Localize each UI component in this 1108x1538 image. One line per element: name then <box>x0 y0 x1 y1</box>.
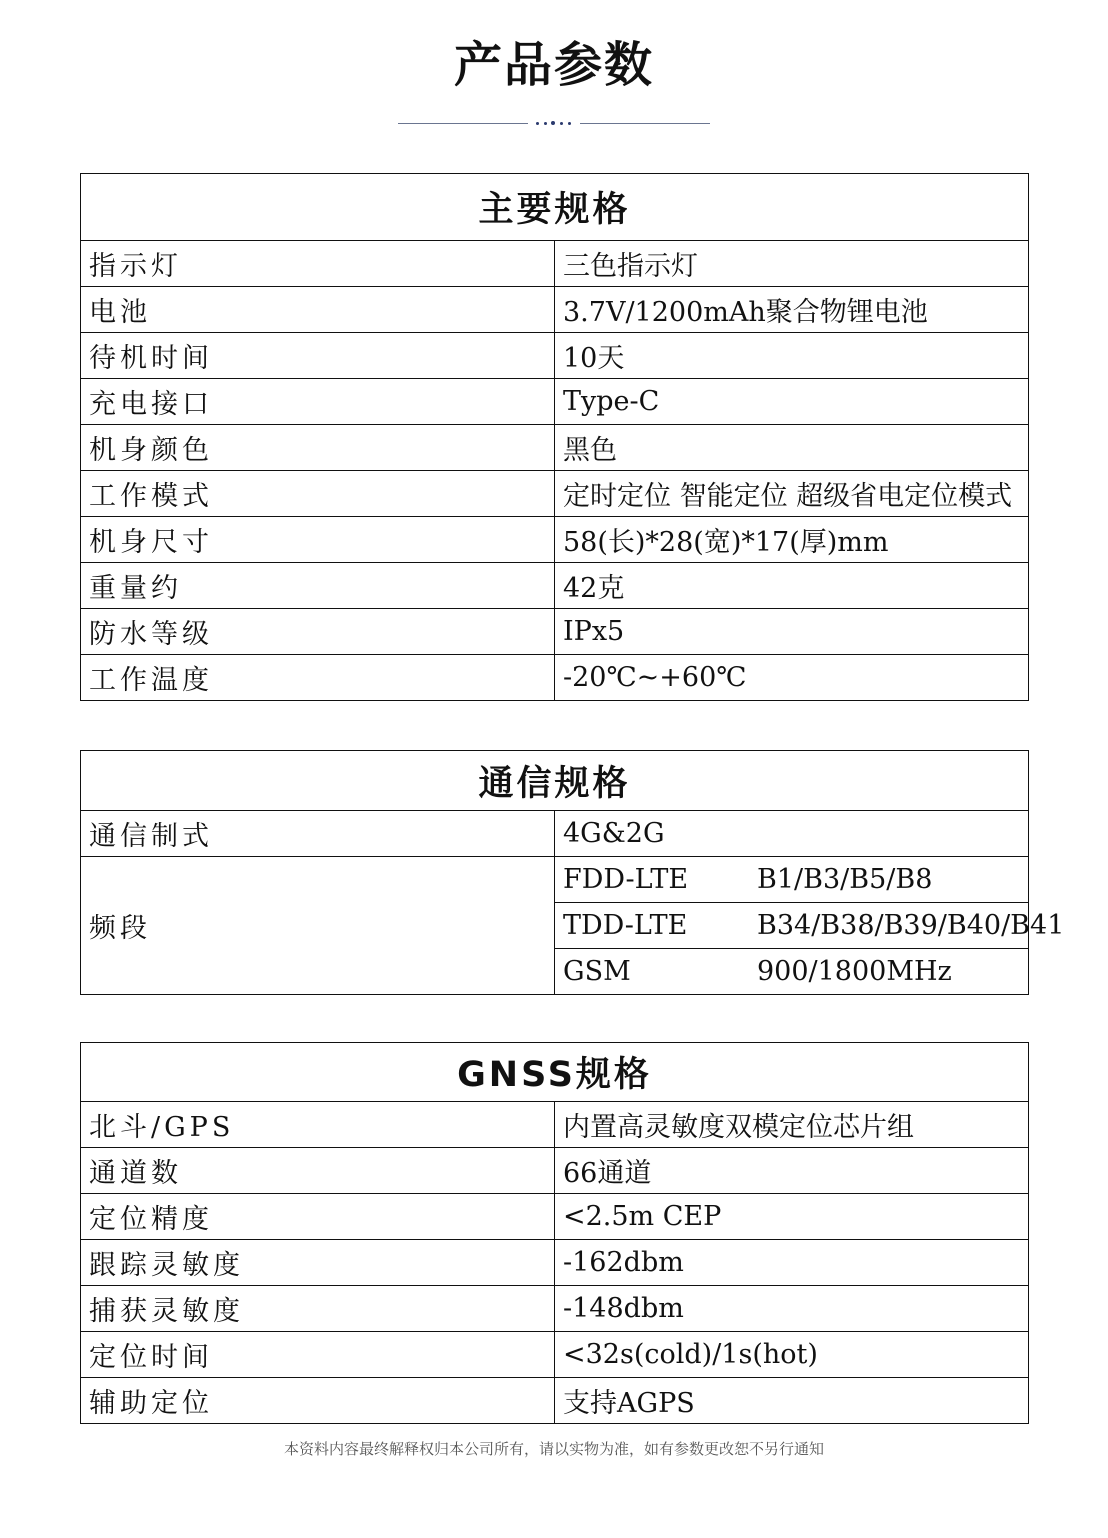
band-name: GSM <box>563 956 631 987</box>
spec-value-standby: 10天 <box>555 333 1029 379</box>
table-row <box>81 1286 1029 1332</box>
spec-value-channels: 66通道 <box>555 1148 1029 1194</box>
table-row <box>81 1240 1029 1286</box>
spec-value-fix-time: <32s(cold)/1s(hot) <box>555 1332 1029 1378</box>
spec-label-charging-port: 充电接口 <box>81 379 555 425</box>
spec-value-assisted-positioning: 支持AGPS <box>555 1378 1029 1424</box>
spec-label-comm-mode: 通信制式 <box>81 811 555 857</box>
table-row <box>81 1332 1029 1378</box>
spec-value-temperature: -20℃~+60℃ <box>555 655 1029 701</box>
spec-value-work-mode: 定时定位 智能定位 超级省电定位模式 <box>555 471 1029 517</box>
band-name: FDD-LTE <box>563 864 689 895</box>
divider-line-left <box>398 123 528 124</box>
spec-label-battery: 电池 <box>81 287 555 333</box>
table-row <box>81 287 1029 333</box>
spec-value-indicator: 三色指示灯 <box>555 241 1029 287</box>
band-value: B1/B3/B5/B8 <box>757 864 933 895</box>
table-row <box>81 471 1029 517</box>
title-divider <box>398 118 710 130</box>
spec-value-battery: 3.7V/1200mAh聚合物锂电池 <box>555 287 1029 333</box>
band-row-gsm <box>555 949 1029 995</box>
table-row <box>81 563 1029 609</box>
spec-value-body-color: 黑色 <box>555 425 1029 471</box>
main-spec-table <box>80 173 1029 701</box>
band-value: B34/B38/B39/B40/B41 <box>757 910 1065 941</box>
spec-label-temperature: 工作温度 <box>81 655 555 701</box>
spec-label-assisted-positioning: 辅助定位 <box>81 1378 555 1424</box>
spec-label-fix-time: 定位时间 <box>81 1332 555 1378</box>
comm-spec-table <box>80 750 1065 995</box>
spec-label-acquisition-sensitivity: 捕获灵敏度 <box>81 1286 555 1332</box>
spec-label-waterproof: 防水等级 <box>81 609 555 655</box>
band-row-tdd <box>555 903 1065 949</box>
spec-label-work-mode: 工作模式 <box>81 471 555 517</box>
gnss-spec-title-row <box>81 1043 1029 1102</box>
table-row <box>81 425 1029 471</box>
spec-value-charging-port: Type-C <box>555 379 1029 425</box>
main-spec-title: 主要规格 <box>81 174 1029 241</box>
gnss-spec-title: GNSS规格 <box>81 1043 1029 1102</box>
table-row <box>81 1194 1029 1240</box>
table-row <box>81 1102 1029 1148</box>
table-row <box>81 811 1029 857</box>
main-spec-title-row <box>81 174 1029 241</box>
spec-value-waterproof: IPx5 <box>555 609 1029 655</box>
spec-value-beidou-gps: 内置高灵敏度双模定位芯片组 <box>555 1102 1029 1148</box>
spec-value-acquisition-sensitivity: -148dbm <box>555 1286 1029 1332</box>
divider-dots-icon <box>534 118 574 130</box>
gnss-spec-table <box>80 1042 1029 1424</box>
spec-label-weight: 重量约 <box>81 563 555 609</box>
spec-value-weight: 42克 <box>555 563 1029 609</box>
table-row <box>81 857 1029 903</box>
page-title: 产品参数 <box>453 37 654 93</box>
comm-spec-title: 通信规格 <box>81 751 1029 811</box>
band-row-fdd <box>555 857 1029 903</box>
table-row <box>81 333 1029 379</box>
spec-label-accuracy: 定位精度 <box>81 1194 555 1240</box>
spec-value-accuracy: <2.5m CEP <box>555 1194 1029 1240</box>
band-name: TDD-LTE <box>563 910 688 941</box>
table-row <box>81 655 1029 701</box>
spec-label-dimensions: 机身尺寸 <box>81 517 555 563</box>
spec-label-standby: 待机时间 <box>81 333 555 379</box>
table-row <box>81 1378 1029 1424</box>
comm-spec-title-row <box>81 751 1029 811</box>
spec-value-comm-mode: 4G&2G <box>555 811 1029 857</box>
divider-line-right <box>580 123 710 124</box>
spec-label-beidou-gps: 北斗/GPS <box>81 1102 555 1148</box>
spec-value-dimensions: 58(长)*28(宽)*17(厚)mm <box>555 517 1029 563</box>
table-row <box>81 609 1029 655</box>
spec-value-tracking-sensitivity: -162dbm <box>555 1240 1029 1286</box>
spec-label-channels: 通道数 <box>81 1148 555 1194</box>
spec-label-tracking-sensitivity: 跟踪灵敏度 <box>81 1240 555 1286</box>
spec-label-indicator: 指示灯 <box>81 241 555 287</box>
spec-label-body-color: 机身颜色 <box>81 425 555 471</box>
spec-label-band: 频段 <box>81 857 555 995</box>
band-value: 900/1800MHz <box>757 956 952 987</box>
footer-disclaimer: 本资料内容最终解释权归本公司所有，请以实物为准，如有参数更改恕不另行通知 <box>283 1440 824 1458</box>
table-row <box>81 241 1029 287</box>
table-row <box>81 517 1029 563</box>
table-row <box>81 1148 1029 1194</box>
table-row <box>81 379 1029 425</box>
